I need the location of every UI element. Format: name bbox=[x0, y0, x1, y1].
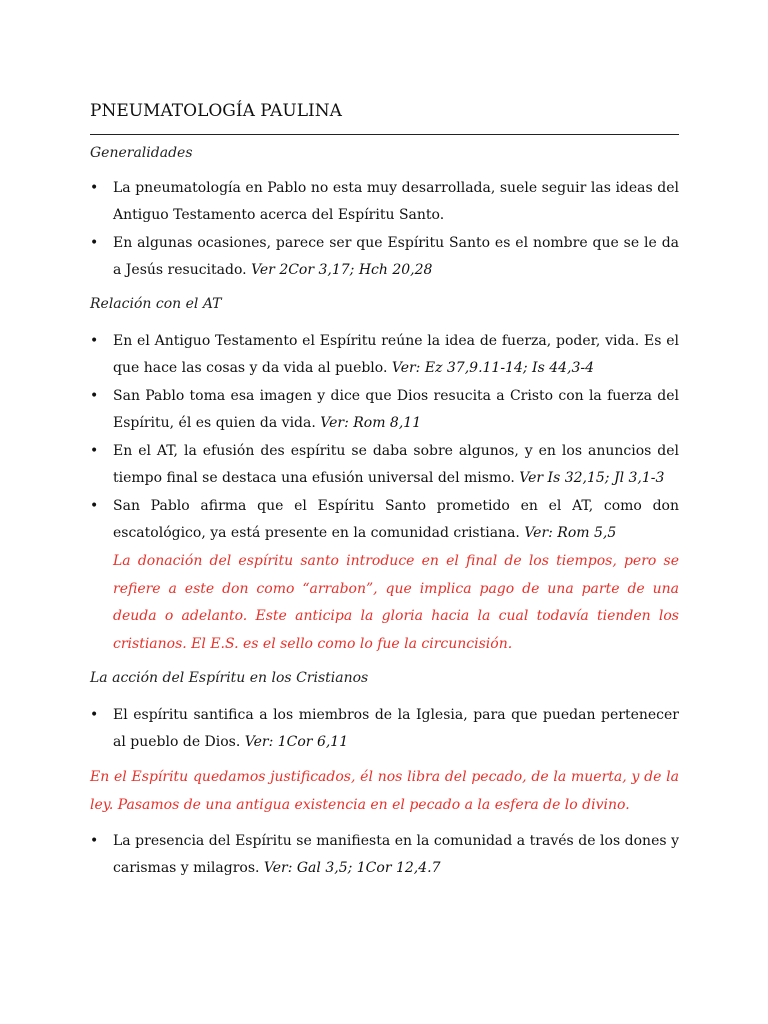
bullet-icon: • bbox=[90, 235, 99, 251]
scripture-reference: Ver: Rom 8,11 bbox=[320, 415, 422, 431]
list-item-text: El espíritu santifica a los miembros de la Iglesia, para que puedan pertenecer al pueblo de Dios. bbox=[113, 707, 679, 750]
list-generalidades bbox=[90, 175, 679, 285]
title-divider bbox=[90, 134, 679, 135]
bullet-icon: • bbox=[90, 833, 99, 849]
list-item-text: San Pablo toma esa imagen y dice que Dios resucita a Cristo con la fuerza del Espíritu, él es quien da vida. bbox=[113, 388, 679, 431]
list-item bbox=[90, 702, 679, 756]
section-heading-accion-espiritu: La acción del Espíritu en los Cristianos bbox=[90, 670, 369, 686]
list-item bbox=[90, 828, 679, 882]
red-note-arrabon: La donación del espíritu santo introduce en el final de los tiempos, pero se refiere a este don como “arrabon”, que implica pago de una parte de una deuda o adelanto. Este anticipa la gloria hacia la cual todavía tienden los cristianos. El E.S. es el sello como lo fue la circuncisión. bbox=[113, 553, 679, 652]
scripture-reference: Ver: Ez 37,9.11-14; Is 44,3-4 bbox=[391, 360, 595, 376]
list-item bbox=[90, 230, 679, 284]
section-heading-relacion-at: Relación con el AT bbox=[90, 296, 222, 312]
scripture-reference: Ver 2Cor 3,17; Hch 20,28 bbox=[251, 262, 433, 278]
list-item-text: La pneumatología en Pablo no esta muy desarrollada, suele seguir las ideas del Antiguo Testamento acerca del Espíritu Santo. bbox=[113, 180, 679, 223]
bullet-icon: • bbox=[90, 443, 99, 459]
list-item bbox=[90, 438, 679, 492]
page-title: PNEUMATOLOGÍA PAULINA bbox=[90, 101, 342, 121]
list-item-text: En el Antiguo Testamento el Espíritu reúne la idea de fuerza, poder, vida. Es el que hace las cosas y da vida al pueblo. bbox=[113, 333, 679, 376]
list-item bbox=[90, 493, 679, 547]
scripture-reference: Ver Is 32,15; Jl 3,1-3 bbox=[519, 470, 665, 486]
list-item-text: La presencia del Espíritu se manifiesta en la comunidad a través de los dones y carismas y milagros. bbox=[113, 833, 679, 876]
red-note-justificados: En el Espíritu quedamos justificados, él nos libra del pecado, de la muerta, y de la ley. Pasamos de una antigua existencia en el pecado a la esfera de lo divino. bbox=[90, 769, 679, 813]
list-item-text: En algunas ocasiones, parece ser que Espíritu Santo es el nombre que se le da a Jesús resucitado. bbox=[113, 235, 679, 278]
list-item bbox=[90, 175, 679, 229]
list-item bbox=[90, 328, 679, 382]
list-accion-espiritu bbox=[90, 702, 679, 757]
list-item bbox=[90, 383, 679, 437]
list-accion-espiritu-continued bbox=[90, 828, 679, 883]
list-item-text: En el AT, la efusión des espíritu se daba sobre algunos, y en los anuncios del tiempo final se destaca una efusión universal del mismo. bbox=[113, 443, 679, 486]
bullet-icon: • bbox=[90, 333, 99, 349]
scripture-reference: Ver: Rom 5,5 bbox=[524, 525, 617, 541]
bullet-icon: • bbox=[90, 707, 99, 723]
scripture-reference: Ver: Gal 3,5; 1Cor 12,4.7 bbox=[263, 860, 441, 876]
bullet-icon: • bbox=[90, 498, 99, 514]
list-item-text: San Pablo afirma que el Espíritu Santo prometido en el AT, como don escatológico, ya está presente en la comunidad cristiana. bbox=[113, 498, 679, 541]
list-relacion-at bbox=[90, 328, 679, 548]
scripture-reference: Ver: 1Cor 6,11 bbox=[244, 734, 349, 750]
bullet-icon: • bbox=[90, 180, 99, 196]
bullet-icon: • bbox=[90, 388, 99, 404]
section-heading-generalidades: Generalidades bbox=[90, 145, 193, 161]
